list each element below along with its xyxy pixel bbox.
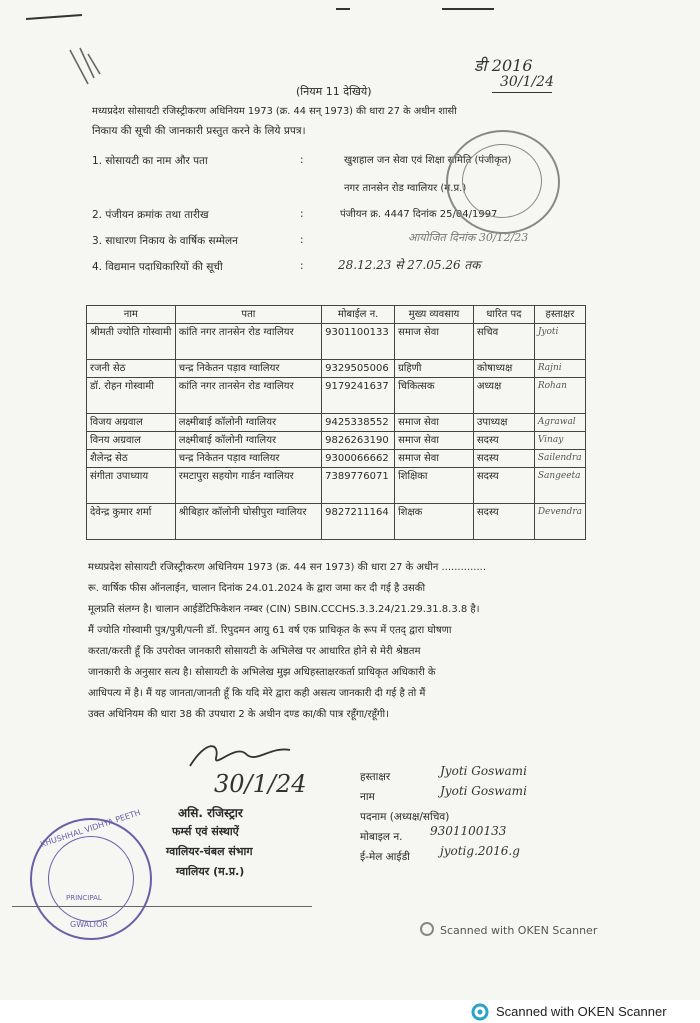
faint-scanner-text: Scanned with OKEN Scanner	[440, 924, 598, 937]
cell-mobile: 9301100133	[322, 324, 395, 360]
cell-occupation: समाज सेवा	[395, 324, 474, 360]
col-header-mobile: मोबाईल न.	[322, 306, 395, 324]
cell-signature: Devendra	[534, 504, 585, 540]
school-principal-seal	[30, 808, 152, 940]
cell-mobile: 9329505006	[322, 360, 395, 378]
registrar-division: ग्वालियर-चंबल संभाग	[166, 845, 253, 858]
intro-line-1: मध्यप्रदेश सोसायटी रजिस्ट्रीकरण अधिनियम 1973 (क्र. 44 सन् 1973) की धारा 27 के अधीन शासी	[92, 106, 457, 117]
field-society-name-label: 1. सोसायटी का नाम और पता	[92, 155, 208, 167]
field-office-bearers-label: 4. विद्यमान पदाधिकारियों की सूची	[92, 261, 223, 273]
field-society-name-colon: :	[300, 154, 304, 166]
table-row	[87, 450, 586, 468]
cell-mobile: 9300066662	[322, 450, 395, 468]
cell-mobile: 9179241637	[322, 378, 395, 414]
declaration-line-2: रू. वार्षिक फीस ऑनलाईन, चालान दिनांक 24.01.2024 के द्वारा जमा कर दी गई है उसकी	[88, 583, 426, 594]
society-round-seal	[446, 130, 560, 234]
school-seal-top-text: KHUSHHAL VIDHYA PEETH	[39, 808, 142, 849]
table-row	[87, 468, 586, 504]
cell-post: सचिव	[473, 324, 534, 360]
inward-underline	[492, 92, 552, 93]
field-annual-meeting-colon: :	[300, 234, 304, 246]
office-bearers-table	[86, 305, 586, 540]
oken-scanner-text: Scanned with OKEN Scanner	[496, 1004, 667, 1019]
email-value: jyotig.2016.g	[440, 844, 520, 858]
cell-signature: Vinay	[534, 432, 585, 450]
field-office-bearers-value: 28.12.23 से 27.05.26 तक	[338, 258, 481, 272]
cell-address: चन्द्र निकेतन पड़ाव ग्वालियर	[175, 450, 321, 468]
cell-signature: Sailendra	[534, 450, 585, 468]
declaration-line-4: मैं ज्योति गोस्वामी पुत्र/पुत्री/पत्नी डॉ. रिपुदमन आयु 61 वर्ष एक प्राधिकृत के रूप में एतद् द्वारा घोषणा	[88, 625, 452, 636]
faint-scanner-icon	[420, 922, 434, 936]
cell-signature: Sangeeta	[534, 468, 585, 504]
cell-occupation: ग्रहिणी	[395, 360, 474, 378]
table-row	[87, 414, 586, 432]
cell-address: रमटापुरा सहयोग गार्डन ग्वालियर	[175, 468, 321, 504]
field-society-name-value: खुशहाल जन सेवा एवं शिक्षा समिति (पंजीकृत)	[344, 155, 512, 166]
bottom-left-rule	[12, 906, 312, 907]
cell-occupation: समाज सेवा	[395, 414, 474, 432]
top-center-stroke	[336, 8, 350, 10]
cell-mobile: 9826263190	[322, 432, 395, 450]
signature-value: Jyoti Goswami	[440, 764, 527, 778]
mobile-value: 9301100133	[430, 824, 507, 838]
cell-occupation: शिक्षिका	[395, 468, 474, 504]
field-registration-colon: :	[300, 208, 304, 220]
cell-occupation: समाज सेवा	[395, 432, 474, 450]
declaration-line-5: करता/करती हूँ कि उपरोक्त जानकारी सोसायटी के अभिलेख पर आधारित होने से मेरी श्रेष्ठतम	[88, 646, 421, 657]
school-seal-inner-ring	[48, 836, 134, 922]
cell-address: लक्ष्मीबाई कॉलोनी ग्वालियर	[175, 432, 321, 450]
table-header-row	[87, 306, 586, 324]
intro-line-2: निकाय की सूची की जानकारी प्रस्तुत करने के लिये प्रपत्र।	[92, 125, 306, 137]
cell-post: सदस्य	[473, 468, 534, 504]
declaration-line-7: आधिपत्य में है। मैं यह जानता/जानती हूँ कि यदि मेरे द्वारा कही असत्य जानकारी दी गई है तो मैं	[88, 688, 426, 699]
oken-scanner-logo-icon	[471, 1003, 489, 1021]
col-header-occupation: मुख्य व्यवसाय	[395, 306, 474, 324]
name-value: Jyoti Goswami	[440, 784, 527, 798]
cell-name: विजय अग्रवाल	[87, 414, 176, 432]
cell-occupation: शिक्षक	[395, 504, 474, 540]
field-registration-value: पंजीयन क्र. 4447 दिनांक 25/04/1997	[340, 209, 498, 220]
col-header-address: पता	[175, 306, 321, 324]
field-society-address-value: नगर तानसेन रोड ग्वालियर (म.प्र.)	[344, 183, 467, 194]
field-annual-meeting-value: आयोजित दिनांक 30/12/23	[408, 231, 529, 244]
cell-post: सदस्य	[473, 450, 534, 468]
table-row	[87, 504, 586, 540]
cell-post: सदस्य	[473, 504, 534, 540]
cell-mobile: 9425338552	[322, 414, 395, 432]
cell-address: कांति नगर तानसेन रोड ग्वालियर	[175, 378, 321, 414]
top-right-stroke	[442, 8, 494, 10]
field-registration-label: 2. पंजीयन क्रमांक तथा तारीख	[92, 209, 209, 221]
cell-name: संगीता उपाध्याय	[87, 468, 176, 504]
registrar-sign-date: 30/1/24	[214, 770, 307, 798]
designation-label: पदनाम (अध्यक्ष/सचिव)	[360, 811, 450, 823]
rule-reference: (नियम 11 देखिये)	[296, 85, 372, 98]
cell-name: शैलेन्द्र सेठ	[87, 450, 176, 468]
cell-signature: Rohan	[534, 378, 585, 414]
cell-post: सदस्य	[473, 432, 534, 450]
cell-post: अध्यक्ष	[473, 378, 534, 414]
school-seal-middle-text: PRINCIPAL	[66, 894, 102, 902]
declaration-line-3: मूलप्रति संलग्न है। चालान आईडेंटिफिकेशन नम्बर (CIN) SBIN.CCCHS.3.3.24/21.29.31.8.3.8 है।	[88, 604, 480, 615]
faint-scanner-watermark	[420, 922, 597, 937]
cell-signature: Rajni	[534, 360, 585, 378]
email-label: ई-मेल आईडी	[360, 851, 410, 863]
declaration-line-6: जानकारी के अनुसार सत्य है। सोसायटी के अभिलेख मुझ अधिहस्ताक्षरकर्ता प्राधिकृत अधिकारी के	[88, 667, 436, 678]
cell-address: श्रीबिहार कॉलोनी घोसीपुरा ग्वालियर	[175, 504, 321, 540]
cell-post: कोषाध्यक्ष	[473, 360, 534, 378]
inward-date: 30/1/24	[500, 74, 554, 90]
cell-occupation: चिकित्सक	[395, 378, 474, 414]
school-seal-bottom-text: GWALIOR	[70, 920, 108, 929]
registrar-office: फर्म्स एवं संस्थाऐं	[172, 825, 239, 838]
declaration-line-8: उक्त अधिनियम की धारा 38 की उपधारा 2 के अधीन दण्ड का/की पात्र रहूँगा/रहूँगी।	[88, 709, 389, 720]
field-office-bearers-colon: :	[300, 260, 304, 272]
cell-occupation: समाज सेवा	[395, 450, 474, 468]
field-annual-meeting-label: 3. साधारण निकाय के वार्षिक सम्मेलन	[92, 235, 238, 247]
col-header-signature: हस्ताक्षर	[534, 306, 585, 324]
cell-post: उपाध्यक्ष	[473, 414, 534, 432]
table-row	[87, 378, 586, 414]
table-row	[87, 360, 586, 378]
col-header-post: धारित पद	[473, 306, 534, 324]
signature-label: हस्ताक्षर	[360, 771, 391, 783]
inward-number: डी 2016	[474, 56, 533, 75]
cell-address: कांति नगर तानसेन रोड ग्वालियर	[175, 324, 321, 360]
cell-name: देवेन्द्र कुमार शर्मा	[87, 504, 176, 540]
cell-mobile: 7389776071	[322, 468, 395, 504]
margin-mark	[64, 44, 104, 88]
cell-address: लक्ष्मीबाई कॉलोनी ग्वालियर	[175, 414, 321, 432]
table-row	[87, 432, 586, 450]
cell-signature: Jyoti	[534, 324, 585, 360]
cell-name: श्रीमती ज्योति गोस्वामी	[87, 324, 176, 360]
col-header-name: नाम	[87, 306, 176, 324]
society-seal-inner-ring	[462, 144, 542, 218]
mobile-label: मोबाइल न.	[360, 831, 403, 843]
top-left-stroke	[26, 14, 82, 20]
cell-signature: Agrawal	[534, 414, 585, 432]
cell-address: चन्द्र निकेतन पड़ाव ग्वालियर	[175, 360, 321, 378]
cell-name: विनय अग्रवाल	[87, 432, 176, 450]
cell-name: डॉ. रोहन गोस्वामी	[87, 378, 176, 414]
registrar-title: असि. रजिस्ट्रार	[178, 806, 243, 820]
name-label: नाम	[360, 791, 375, 803]
table-row	[87, 324, 586, 360]
declaration-line-1: मध्यप्रदेश सोसायटी रजिस्ट्रीकरण अधिनियम 1973 (क्र. 44 सन 1973) की धारा 27 के अधीन ..............	[88, 562, 487, 573]
cell-mobile: 9827211164	[322, 504, 395, 540]
registrar-city: ग्वालियर (म.प्र.)	[176, 865, 245, 878]
cell-name: रजनी सेठ	[87, 360, 176, 378]
